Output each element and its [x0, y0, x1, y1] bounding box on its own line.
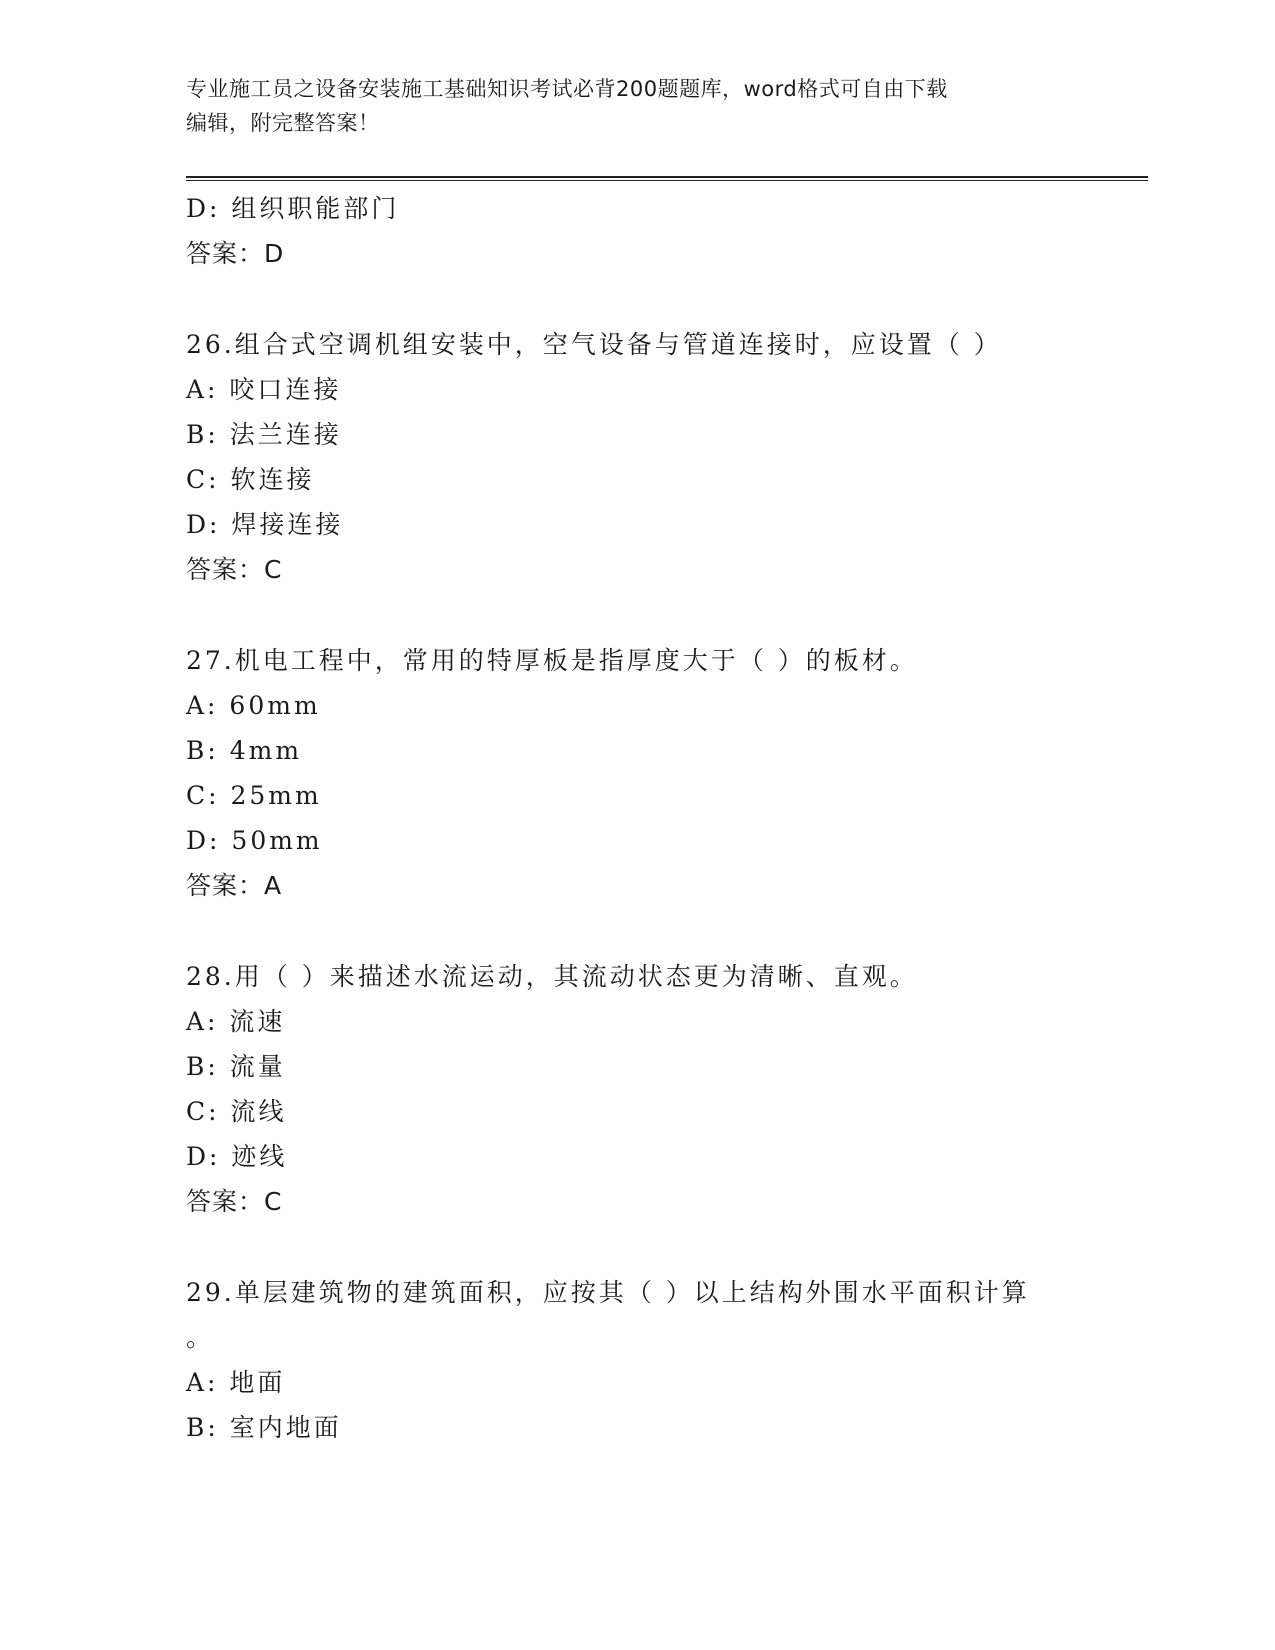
option-a: A: 地面	[186, 1368, 286, 1397]
answer: 答案：C	[186, 555, 283, 584]
document-header	[186, 72, 1066, 140]
option-a: A: 咬口连接	[186, 375, 342, 404]
question-stem: 29.单层建筑物的建筑面积，应按其（ ）以上结构外围水平面积计算	[186, 1278, 1030, 1307]
option-c: C: 软连接	[186, 465, 315, 494]
option-c: C: 流线	[186, 1097, 287, 1126]
option-b: B: 法兰连接	[186, 420, 342, 449]
answer: 答案：A	[186, 871, 283, 900]
question-29	[186, 1270, 1146, 1450]
question-stem-continuation: 。	[186, 1323, 212, 1352]
option-d: D: 焊接连接	[186, 510, 344, 539]
prev-answer: 答案：D	[186, 239, 285, 268]
question-stem: 27.机电工程中，常用的特厚板是指厚度大于（ ）的板材。	[186, 646, 918, 675]
question-26	[186, 322, 1146, 592]
question-stem: 28.用（ ）来描述水流运动，其流动状态更为清晰、直观。	[186, 962, 918, 991]
option-d: D: 50mm	[186, 826, 323, 855]
header-divider	[186, 176, 1148, 181]
prev-option-d: D: 组织职能部门	[186, 194, 400, 223]
question-stem: 26.组合式空调机组安装中，空气设备与管道连接时，应设置（ ）	[186, 330, 1002, 359]
option-a: A: 流速	[186, 1007, 286, 1036]
question-27	[186, 638, 1146, 908]
option-d: D: 迹线	[186, 1142, 288, 1171]
option-a: A: 60mm	[186, 691, 321, 720]
option-b: B: 流量	[186, 1052, 286, 1081]
option-b: B: 室内地面	[186, 1413, 342, 1442]
question-list	[186, 186, 1146, 1450]
option-c: C: 25mm	[186, 781, 322, 810]
header-line-1: 专业施工员之设备安装施工基础知识考试必背200题题库，word格式可自由下载	[186, 77, 948, 101]
question-28	[186, 954, 1146, 1224]
answer: 答案：C	[186, 1187, 283, 1216]
header-line-2: 编辑，附完整答案！	[186, 111, 380, 135]
option-b: B: 4mm	[186, 736, 303, 765]
